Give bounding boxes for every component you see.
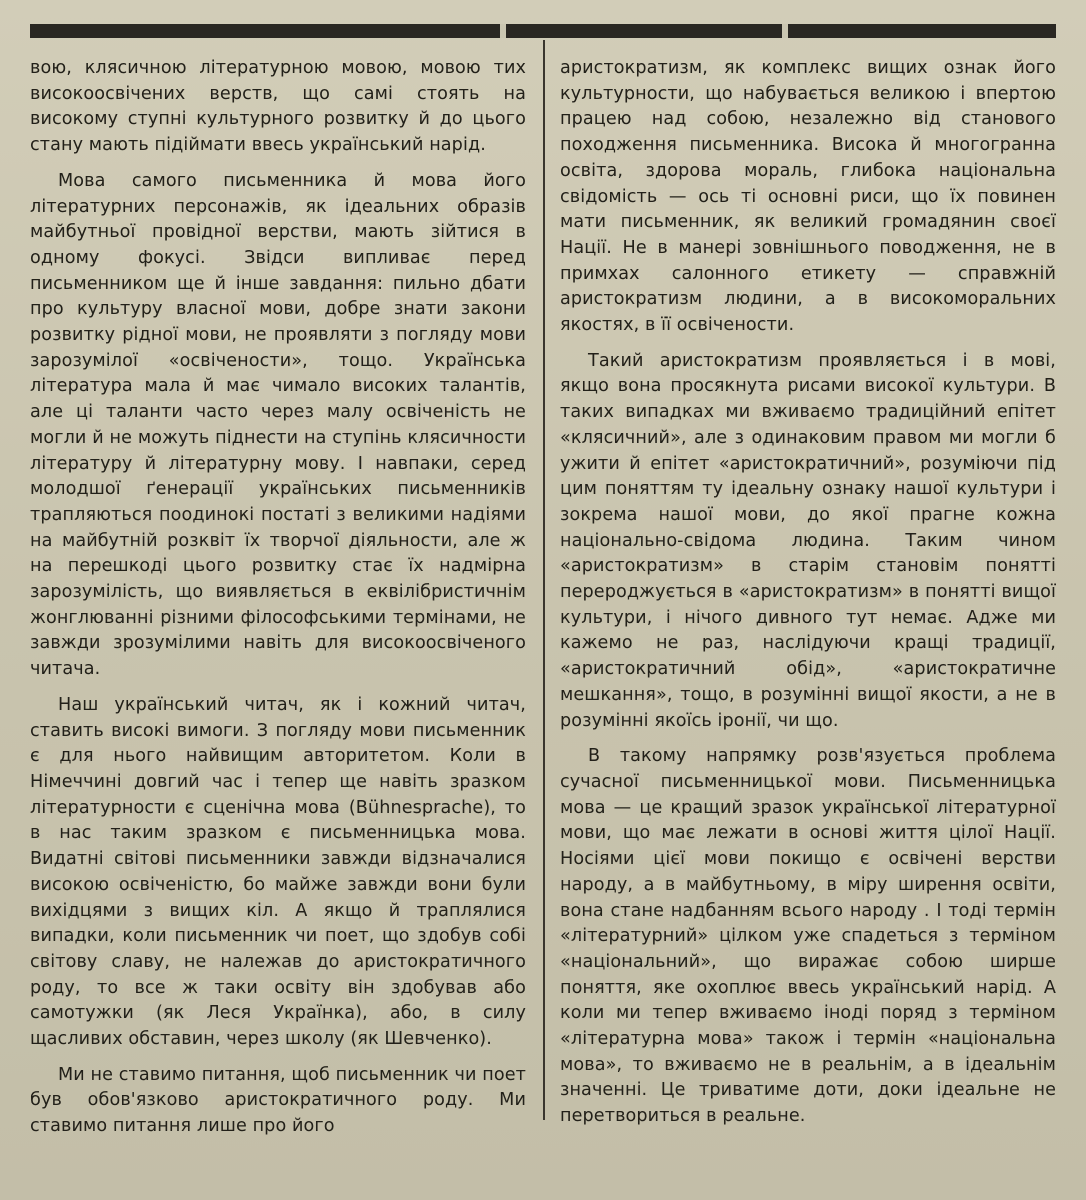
rule-gap	[782, 24, 788, 38]
paragraph: Ми не ставимо питання, щоб письменник чи поет був обов'язково аристократичного роду. Ми ставимо питання лише про його	[30, 1064, 526, 1137]
column-divider	[543, 40, 545, 1120]
paragraph: вою, клясичною літературною мовою, мовою тих високоосвічених верств, що самі стоять на високому ступні культурного розвитку й до цього стану мають підіймати ввесь український нарід.	[30, 58, 526, 156]
right-column	[560, 56, 1056, 1140]
paragraph: Наш український читач, як і кожний читач, ставить високі вимоги. З погляду мови письменник є для нього найвищим авторитетом. Коли в Німеччині довгий час і тепер ще навіть зразком літературности є сценічна мова (Bühnesprache), то в нас таким зразком є письменницька мова. Видатні світові письменники завжди відзначалися високою освіченістю, бо майже завжди вони були вихідцями з вищих кіл. А якщо й траплялися випадки, коли письменник чи поет, що здобув собі світову славу, не належав до аристократичного роду, то все ж таки освіту він здобував або самотужки (як Леся Українка), або, в силу щасливих обставин, через школу (як Шевченко).	[30, 694, 526, 1050]
paragraph: В такому напрямку розв'язується проблема сучасної письменницької мови. Письменницька мова — це кращий зразок української літературної мови, що має лежати в основі життя цілої Нації. Носіями цієї мови покищо є освічені верстви народу, а в майбутньому, в міру ширення освіти, вона стане надбанням всього народу . І тоді термін «літературний» цілком уже спадеться з терміном «національний», що виражає собою ширше поняття, яке охоплює ввесь український нарід. А коли ми тепер вживаємо іноді поряд з терміном «літературна мова» також і термін «національна мова», то вживаємо не в реальнім, а в ідеальнім значенні. Це триватиме доти, доки ідеальне не перетвориться в реальне.	[560, 746, 1056, 1127]
paragraph: аристократизм, як комплекс вищих ознак його культурности, що набувається великою і впертою працею над собою, незалежно від станового походження письменника. Висока й многогранна освіта, здорова мораль, глибока національна свідомість — ось ті основні риси, що їх повинен мати письменник, як великий громадянин своєї Нації. Не в манері зовнішнього поводження, не в примхах салонного етикету — справжній аристократизм людини, а в високоморальних якостях, в її освічености.	[560, 58, 1056, 336]
rule-gap	[500, 24, 506, 38]
header-rule	[30, 24, 1056, 38]
left-column	[30, 56, 526, 1150]
paragraph: Мова самого письменника й мова його літературних персонажів, як ідеальних образів майбутньої провідної верстви, мають зійтися в одному фокусі. Звідси випливає перед письменником ще й інше завдання: пильно дбати про культуру власної мови, добре знати закони розвитку рідної мови, не проявляти з погляду мови зарозумілої «освічености», тощо. Українська література мала й має чимало високих талантів, але ці таланти часто через малу освіченість не могли й не можуть піднести на ступінь клясичности літературу й літературну мову. І навпаки, серед молодшої ґенерації українських письменників трапляються поодинокі постаті з великими надіями на майбутній розквіт їх творчої діяльности, але ж на перешкоді цього розвитку стає їх надмірна зарозумілість, що виявляється в еквілібристичнім жонглюванні різними філософськими термінами, не завжди зрозумілими навіть для високоосвіченого читача.	[30, 170, 526, 680]
paragraph: Такий аристократизм проявляється і в мові, якщо вона просякнута рисами високої культури. В таких випадках ми вживаємо традиційний епітет «клясичний», але з одинаковим правом ми могли б ужити й епітет «аристократичний», розуміючи під цим поняттям ту ідеальну ознаку нашої культури і зокрема нашої мови, до якої прагне кожна національно-свідома людина. Таким чином «аристократизм» в старім становім понятті перероджується в «аристократизм» в понятті вищої культури, і нічого дивного тут немає. Адже ми кажемо не раз, наслідуючи кращі традиції, «аристократичний обід», «аристократичне мешкання», тощо, в розумінні вищої якости, а не в розумінні якоїсь іронії, чи що.	[560, 350, 1056, 731]
